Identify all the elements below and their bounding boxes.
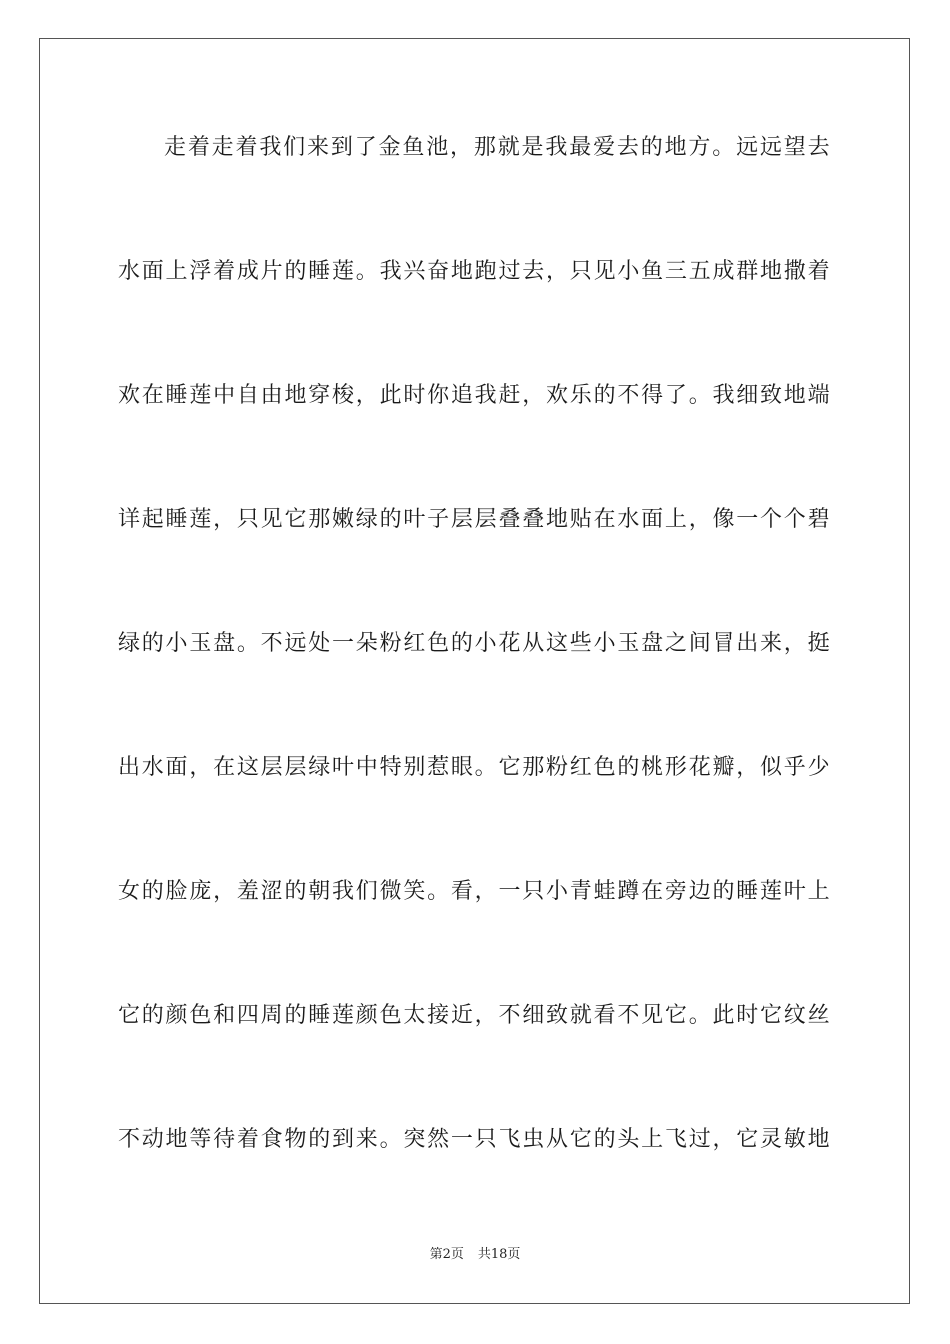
- body-text: [118, 117, 831, 1233]
- text-line-5: 绿的小玉盘。不远处一朵粉红色的小花从这些小玉盘之间冒出来，挺: [118, 631, 831, 656]
- text-line-2: 水面上浮着成片的睡莲。我兴奋地跑过去，只见小鱼三五成群地撒着: [118, 259, 831, 284]
- text-line-1: 走着走着我们来到了金鱼池，那就是我最爱去的地方。远远望去: [164, 135, 831, 160]
- total-page-count: 共18页: [477, 1247, 521, 1262]
- current-page-number: 第2页: [429, 1247, 464, 1262]
- text-line-6: 出水面，在这层层绿叶中特别惹眼。它那粉红色的桃形花瓣，似乎少: [118, 755, 831, 780]
- text-line-3: 欢在睡莲中自由地穿梭，此时你追我赶，欢乐的不得了。我细致地端: [118, 383, 831, 408]
- page-footer: [0, 1246, 950, 1264]
- text-line-7: 女的脸庞，羞涩的朝我们微笑。看，一只小青蛙蹲在旁边的睡莲叶上: [118, 879, 831, 904]
- text-line-4: 详起睡莲，只见它那嫩绿的叶子层层叠叠地贴在水面上，像一个个碧: [118, 507, 831, 532]
- text-line-9: 不动地等待着食物的到来。突然一只飞虫从它的头上飞过，它灵敏地: [118, 1127, 831, 1152]
- text-line-8: 它的颜色和四周的睡莲颜色太接近，不细致就看不见它。此时它纹丝: [118, 1003, 831, 1028]
